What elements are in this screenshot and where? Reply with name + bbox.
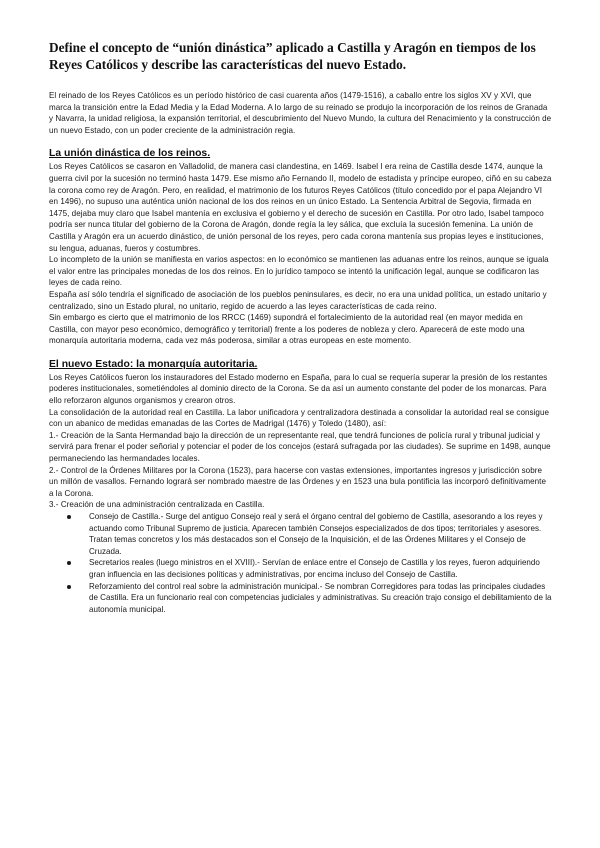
spacer <box>49 347 552 358</box>
section-heading-nuevo-estado: El nuevo Estado: la monarquía autoritaria. <box>49 358 258 370</box>
section-heading-union-dinastica: La unión dinástica de los reinos. <box>49 148 211 160</box>
section2-paragraph: 2.- Control de la Órdenes Militares por la Corona (1523), para hacerse con vastas extensiones, importantes ingresos y jurisdicción sobre un millón de vasallos. Fernando logrará ser nombrado maestre de las Órdenes y en 1523 una bula pontificia las incorporó definitivamente a la Corona. <box>49 465 546 498</box>
section1-paragraph: Lo incompleto de la unión se manifiesta en varios aspectos: en lo económico se mantienen las aduanas entre los reinos, aunque se iguala el valor entre las principales monedas de los dos reinos. En lo jurídico tampoco se intentó la unificación legal, aunque se codificaron las leyes de cada reino. <box>49 255 549 288</box>
document-title: Define el concepto de “unión dinástica” aplicado a Castilla y Aragón en tiempos de los Reyes Católicos y describe las características del nuevo Estado. <box>49 40 536 72</box>
list-item <box>89 557 552 580</box>
section2-paragraph: La consolidación de la autoridad real en Castilla. La labor unificadora y centralizadora destinada a consolidar la autoridad real se consigue con un abanico de medidas emanadas de las Cortes de Madrigal (1476) y Toledo (1480), así: <box>49 407 550 429</box>
section2-paragraph: Los Reyes Católicos fueron los instauradores del Estado moderno en España, para lo cual se requería superar la presión de los restantes poderes institucionales, sometiéndoles al dominio directo de la Corona. Se da así un aumento constante del poder de los monarcas. Para ello reforzaron algunos organismos y crearon otros. <box>49 372 548 406</box>
list-item <box>89 581 552 616</box>
list-item-text: Reforzamiento del control real sobre la administración municipal.- Se nombran Corregidores para todas las principales ciudades de Castilla. Era un funcionario real con competencias judiciales y administrativas. Su creación trajo consigo el debilitamiento de la autonomía municipal. <box>89 581 552 614</box>
spacer <box>49 136 552 147</box>
section2-paragraph: 1.- Creación de la Santa Hermandad bajo la dirección de un representante real, que tendrá funciones de policía rural y tribunal judicial y servirá para frenar el poder señorial y potenciar el poder de los concejos (estará sufragada por las ciudades). Se suprime en 1498, aunque permaneciendo las hermandades locales. <box>49 430 551 464</box>
bullet-dot-icon <box>67 585 71 589</box>
administration-bullet-list <box>49 511 552 615</box>
section1-paragraph: Sin embargo es cierto que el matrimonio de los RRCC (1469) supondrá el fortalecimiento de la autoridad real (en mayor medida en Castilla, con mayor peso económico, demográfico y territorial) frente a los poderes de nobleza y clero. Aparecerá de este modo una monarquía autoritaria moderna, cada vez más poderosa, similar a otras europeas en este momento. <box>49 313 525 346</box>
section1-paragraph: España así sólo tendría el significado de asociación de los pueblos peninsulares, es decir, no era una unidad política, un estado unitario y centralizado, sino un Estado plural, no unitario, regido de acuerdo a las leyes características de cada reino. <box>49 289 547 311</box>
section1-paragraph: Los Reyes Católicos se casaron en Valladolid, de manera casi clandestina, en 1469. Isabel I era reina de Castilla desde 1474, aunque la guerra civil por la sucesión no terminó hasta 1479. Ese mismo año Fernando II, modelo de estadista y príncipe europeo, ciñó en su cabeza la corona como rey de Aragón. Pero, en realidad, el matrimonio de los futuros Reyes Católicos (título concedido por el papa Alejandro VI en 1496), no supuso una auténtica unión nacional de los dos reinos en un único Estado. La Sentencia Arbitral de Segovia, firmada en 1475, dejaba muy claro que Isabel mantenía en exclusiva el gobierno y el derecho de sucesión en Castilla. Por otro lado, Isabel tampoco podría ser nunca titular del gobierno de la Corona de Aragón, donde regía la ley sálica, que excluía la sucesión femenina. La unión de Castilla y Aragón era un acuerdo dinástico, de unión personal de los reyes, pero cada corona mantenía sus propias leyes e instituciones, su lengua, aduanas, fueros y costumbres. <box>49 162 552 253</box>
list-item-text: Secretarios reales (luego ministros en el XVIII).- Servían de enlace entre el Consejo de Castilla y los reyes, fueron adquiriendo gran influencia en las decisiones políticas y administrativas, por encima incluso del Consejo de Castilla. <box>89 558 540 579</box>
section2-paragraph: 3.- Creación de una administración centralizada en Castilla. <box>49 500 265 510</box>
bullet-dot-icon <box>67 561 71 565</box>
intro-paragraph: El reinado de los Reyes Católicos es un período histórico de casi cuarenta años (1479-1516), a caballo entre los siglos XV y XVI, que marca la transición entre la Edad Media y la Edad Moderna. A lo largo de su reinado se produjo la incorporación de los reinos de Granada y Navarra, la unidad religiosa, la expansión territorial, el descubrimiento del Nuevo Mundo, la cultura del Renacimiento y la construcción de un nuevo Estado, con un poder creciente de la administración regia. <box>49 91 552 135</box>
list-item <box>89 511 552 557</box>
list-item-text: Consejo de Castilla.- Surge del antiguo Consejo real y será el órgano central del gobierno de Castilla, asesorando a los reyes y actuando como Tribunal Supremo de justicia. Aparecen también Consejos especializados de dos tipos; territoriales y asesores. Tratan temas concretos y los más destacados son el Consejo de la Inquisición, el de las Órdenes Militares y el Consejo de Cruzada. <box>89 512 543 556</box>
bullet-dot-icon <box>67 515 71 519</box>
